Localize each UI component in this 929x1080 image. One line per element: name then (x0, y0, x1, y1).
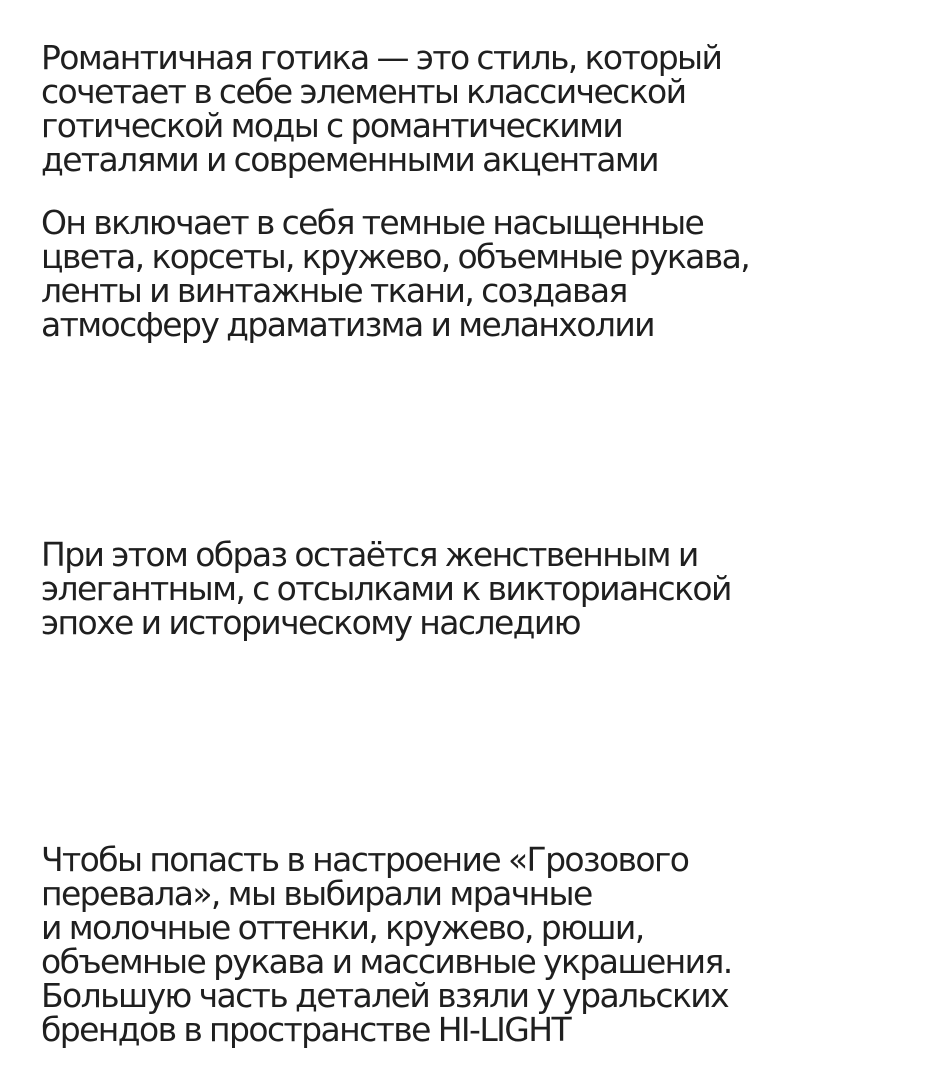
paragraph-style-elements (41, 203, 911, 344)
text-line: атмосферу драматизма и меланхолии (41, 305, 655, 344)
text-line: Большую часть деталей взяли у уральских (41, 976, 729, 1015)
text-line: перевала», мы выбирали мрачные (41, 874, 592, 913)
text-line: ленты и винтажные ткани, создавая (41, 271, 627, 310)
text-line: Романтичная готика — это стиль, который (41, 38, 722, 77)
paragraph-wuthering-heights-mood (41, 840, 911, 1049)
text-line: При этом образ остаётся женственным и (41, 535, 698, 574)
text-line: брендов в пространстве HI-LIGHT (41, 1010, 571, 1049)
text-line: цвета, корсеты, кружево, объемные рукава, (41, 237, 750, 276)
text-line: элегантным, с отсылками к викторианской (41, 569, 731, 608)
paragraph-feminine-image (41, 535, 911, 642)
text-line: Чтобы попасть в настроение «Грозового (41, 840, 689, 879)
text-line: объемные рукава и массивные украшения. (41, 942, 732, 981)
text-line: Он включает в себя темные насыщенные (41, 203, 704, 242)
text-line: деталями и современными акцентами (41, 140, 659, 179)
text-line: готической моды с романтическими (41, 106, 623, 145)
text-line: сочетает в себе элементы классической (41, 72, 686, 111)
paragraph-romantic-gothic-definition (41, 38, 911, 179)
text-line: эпохе и историческому наследию (41, 603, 580, 642)
text-line: и молочные оттенки, кружево, рюши, (41, 908, 644, 947)
